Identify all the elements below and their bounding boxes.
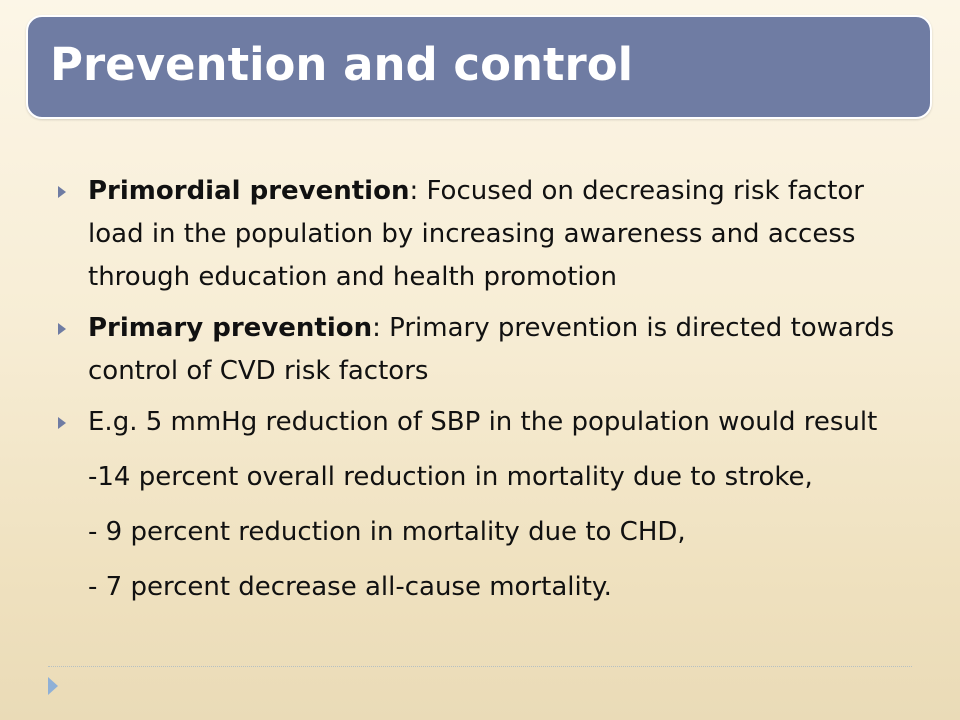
- bullet-item-primordial: [56, 170, 916, 299]
- footer-arrow-icon: [48, 677, 58, 695]
- bullet-arrow-icon: [58, 323, 66, 335]
- bullet-heading-primordial: Primordial prevention: [88, 176, 410, 206]
- sub-item-all-cause: - 7 percent decrease all-cause mortality.: [88, 572, 612, 602]
- bullet-text-primordial: : Focused on decreasing risk factor load in the population by increasing awareness and access through education and health promotion: [88, 176, 864, 292]
- title-bar: [26, 15, 932, 119]
- slide-content: [56, 170, 916, 615]
- bullet-item-example: [56, 401, 916, 444]
- slide-title: Prevention and control: [50, 38, 634, 91]
- bullet-arrow-icon: [58, 186, 66, 198]
- bullet-text-primary: : Primary prevention is directed towards control of CVD risk factors: [88, 313, 895, 386]
- sub-item-chd: - 9 percent reduction in mortality due to CHD,: [88, 517, 686, 547]
- bullet-item-primary: [56, 307, 916, 393]
- bullet-text-example: E.g. 5 mmHg reduction of SBP in the population would result: [88, 407, 878, 437]
- bullet-heading-primary: Primary prevention: [88, 313, 373, 343]
- bullet-arrow-icon: [58, 417, 66, 429]
- sub-item-stroke: -14 percent overall reduction in mortality due to stroke,: [88, 462, 813, 492]
- footer-divider: [48, 666, 912, 667]
